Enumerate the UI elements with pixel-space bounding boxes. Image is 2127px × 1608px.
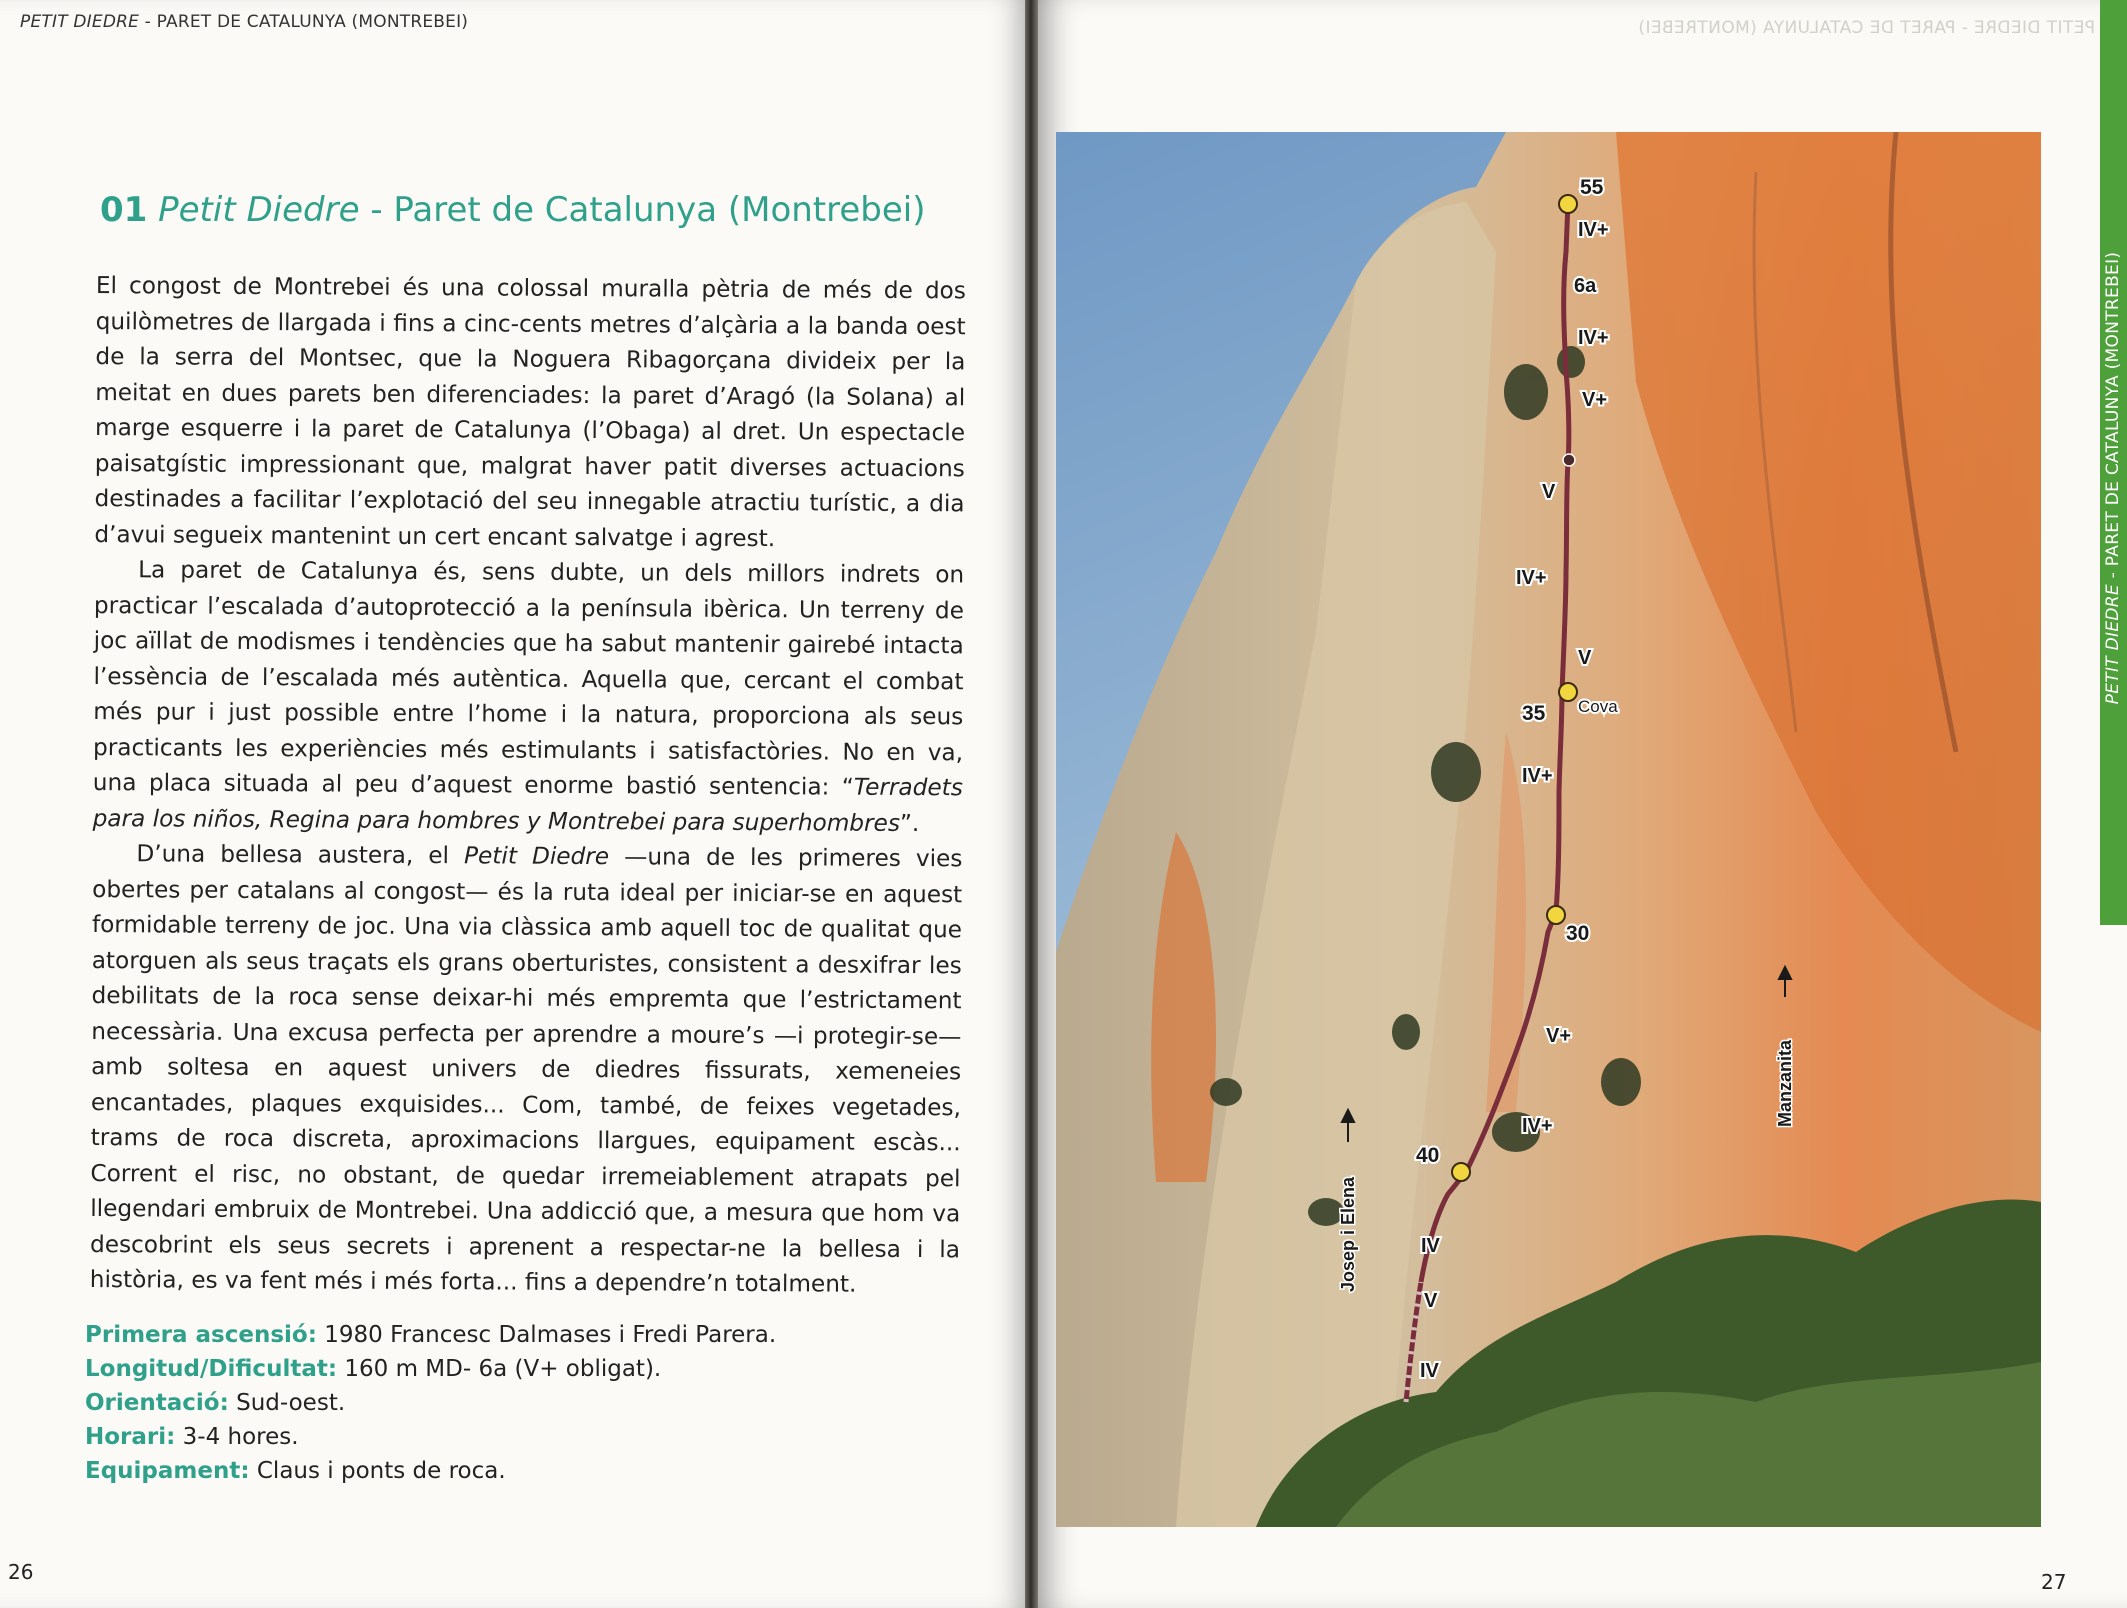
grade-label: IV+ bbox=[1578, 219, 1609, 241]
paragraph-3-text: —una de les primeres vies obertes per catalans al congost— és la ruta ideal per iniciar-se en aquest formidable terreny de joc. Una via clàssica amb aquell toc de qualitat que atorguen als seus traçats els grans oberturistes, consistent a desxifrar les debilitats de la roca sense deixar-hi més empremta que l’estrictament necessària. Una excusa perfecta per aprendre a moure’s —i protegir-se— amb soltesa en aquest univers de diedres fissurats, xemeneies encantades, plaques exquisides... Com, també, de feixes vegetades, trams de roca discreta, aproximacions llargues, equipament escàs... Corrent el risc, no obstant, de quedar irremeiablement atrapats pel llegendari embruix de Montrebei. Una addicció que, a mesura que hom va descobrint els seus secrets i aprenent a respectar-ne la bellesa i la història, es va fent més i més forta... fins a dependre’n totalment. bbox=[89, 843, 963, 1298]
running-head-sep: - bbox=[139, 12, 157, 32]
grade-label: IV+ bbox=[1522, 1115, 1553, 1137]
route-title-rest: - Paret de Catalunya (Montrebei) bbox=[359, 190, 926, 230]
belay-30 bbox=[1547, 906, 1565, 924]
page-number-right: 27 bbox=[2041, 1570, 2067, 1594]
fact-length-grade bbox=[85, 1352, 776, 1386]
fact-value: 1980 Francesc Dalmases i Fredi Parera. bbox=[316, 1322, 777, 1348]
running-head-route: PETIT DIEDRE bbox=[20, 12, 140, 32]
fact-time bbox=[85, 1420, 776, 1454]
fact-value: Claus i ponts de roca. bbox=[249, 1458, 506, 1484]
fact-equipment bbox=[85, 1454, 776, 1488]
fact-first-ascent bbox=[85, 1318, 776, 1352]
grade-label: IV+ bbox=[1516, 567, 1547, 589]
side-tab-text bbox=[2103, 252, 2123, 705]
side-tab-location: PARET DE CATALUNYA (MONTREBEI) bbox=[2103, 251, 2123, 567]
route-facts bbox=[85, 1318, 776, 1488]
fact-label: Primera ascensió: bbox=[85, 1322, 317, 1348]
book-gutter bbox=[1025, 0, 1038, 1608]
paragraph-2-end: ”. bbox=[899, 809, 920, 837]
grade-label: 6a bbox=[1574, 275, 1597, 297]
running-head bbox=[20, 12, 468, 32]
grade-label: IV+ bbox=[1578, 327, 1609, 349]
belay-55 bbox=[1559, 195, 1577, 213]
route-title bbox=[100, 190, 926, 230]
belay-label-55: 55 bbox=[1580, 176, 1604, 199]
paragraph-2-quote: Terradets para los niños, Regina para hombres y Montrebei para superhombres bbox=[92, 773, 963, 837]
grade-label: V+ bbox=[1582, 389, 1608, 411]
fact-label: Longitud/Dificultat: bbox=[85, 1356, 338, 1382]
paragraph-3 bbox=[90, 836, 963, 1303]
paragraph-2 bbox=[93, 552, 965, 841]
side-tab-route: PETIT DIEDRE bbox=[2103, 584, 2123, 705]
paragraph-3-route: Petit Diedre bbox=[464, 842, 610, 871]
topo-photo-svg bbox=[1056, 132, 2041, 1527]
fact-value: 160 m MD- 6a (V+ obligat). bbox=[337, 1356, 662, 1382]
belay-label-cova: Cova bbox=[1578, 697, 1618, 716]
show-through-head: PETIT DIEDRE - PARET DE CATALUNYA (MONTREBEI) bbox=[1638, 18, 2096, 38]
belay-label-35: 35 bbox=[1522, 702, 1546, 725]
belay-40 bbox=[1452, 1163, 1470, 1181]
route-number: 01 bbox=[100, 190, 148, 230]
grade-label: IV bbox=[1421, 1235, 1440, 1257]
fact-label: Equipament: bbox=[85, 1458, 250, 1484]
paragraph-1: El congost de Montrebei és una colossal muralla pètria de més de dos quilòmetres de llargada i fins a cinc-cents metres d’alçària a la banda oest de la serra del Montsec, que la Noguera Ribagorçana divideix per la meitat en dues parets ben diferenciades: la paret d’Aragó (la Solana) al marge esquerre i la paret de Catalunya (l’Obaga) al dret. Un espectacle paisatgístic impressionant que, malgrat haver patit diverses actuacions destinades a facilitar l’explotació del seu innegable atractiu turístic, a dia d’avui segueix mantenint un cert encant salvatge i agrest. bbox=[94, 271, 966, 552]
belay-label-30: 30 bbox=[1566, 922, 1590, 945]
running-head-location: PARET DE CATALUNYA (MONTREBEI) bbox=[156, 12, 469, 32]
neighbor-route-josep-elena: Josep i Elena bbox=[1338, 1176, 1358, 1292]
paragraph-2-text: La paret de Catalunya és, sens dubte, un dels millors indrets on practicar l’escalada d’autoprotecció a la península ibèrica. Un terreny de joc aïllat de modismes i tendències que ha sabut mantenir gairebé intacta l’essència de l’escalada més autèntica. Aquella que, cercant el combat més pur i just possible entre l’home i la natura, proporciona als seus practicants les experiències més estimulants i satisfactòries. No en va, una placa situada al peu d’aquest enorme bastió sentencia: “ bbox=[92, 556, 965, 801]
topo-photo bbox=[1056, 132, 2041, 1527]
fact-value: Sud-oest. bbox=[228, 1390, 346, 1416]
route-bolt bbox=[1563, 454, 1575, 466]
grade-label: V bbox=[1424, 1290, 1438, 1312]
fact-label: Horari: bbox=[85, 1424, 176, 1450]
grade-label: V bbox=[1578, 647, 1592, 669]
description-body bbox=[90, 268, 966, 1303]
side-tab-sep: - bbox=[2103, 566, 2123, 585]
grade-label: IV+ bbox=[1522, 765, 1553, 787]
fact-orientation bbox=[85, 1386, 776, 1420]
grade-label: IV bbox=[1420, 1360, 1439, 1382]
grade-label: V bbox=[1542, 481, 1556, 503]
right-page bbox=[1038, 0, 2127, 1608]
belay-label-40: 40 bbox=[1416, 1144, 1440, 1167]
grade-label: V+ bbox=[1546, 1025, 1572, 1047]
fact-value: 3-4 hores. bbox=[175, 1424, 299, 1450]
left-page bbox=[0, 0, 1025, 1608]
page-number-left: 26 bbox=[8, 1560, 34, 1584]
belay-35 bbox=[1559, 683, 1577, 701]
neighbor-route-manzanita: Manzanita bbox=[1775, 1039, 1795, 1127]
fact-label: Orientació: bbox=[85, 1390, 229, 1416]
paragraph-3-start: D’una bellesa austera, el bbox=[136, 840, 465, 870]
route-name: Petit Diedre bbox=[158, 190, 360, 230]
